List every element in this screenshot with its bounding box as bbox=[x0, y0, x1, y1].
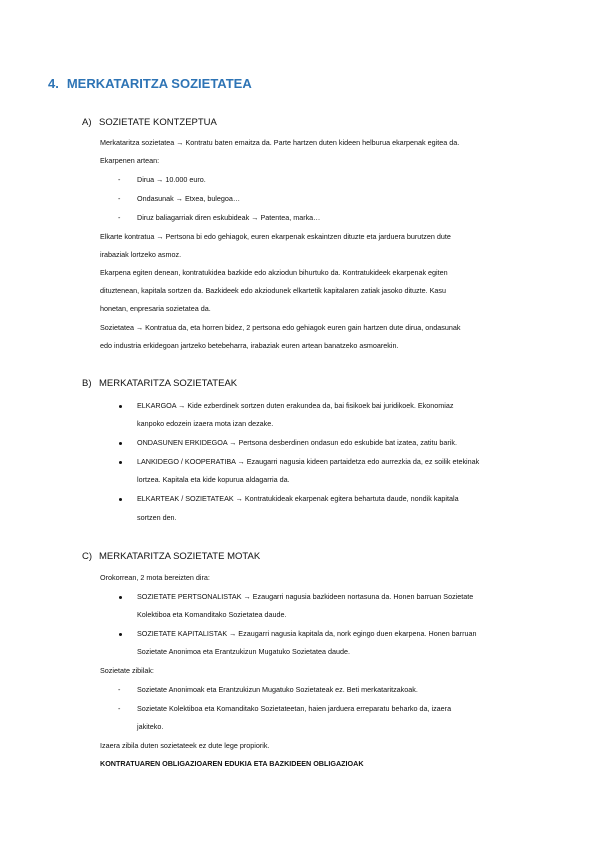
bullet-dot bbox=[119, 633, 122, 636]
list-item-line: SOZIETATE PERTSONALISTAK → Ezaugarri nagusia bazkideen nortasuna da. Honen barruan Sozietate bbox=[137, 592, 474, 601]
paragraph-ekarpenen-artean: Ekarpenen artean: bbox=[100, 156, 160, 165]
section-b-title: MERKATARITZA SOZIETATEAK bbox=[99, 378, 238, 389]
list-item-line: Sozietate Anonimoa eta Erantzukizun Mugatuko Sozietatea daude. bbox=[137, 647, 350, 656]
paragraph-merkataritza-sozietatea: Merkataritza sozietatea → Kontratu baten emaitza da. Parte hartzen duten kideen helburua ekarpenak egitea da. bbox=[100, 138, 460, 147]
paragraph-sozietatea-line: Sozietatea → Kontratua da, eta horren bidez, 2 pertsona edo gehiagok euren gain hartzen dute dirua, ondasunak bbox=[100, 323, 461, 332]
dash-marker: - bbox=[118, 175, 121, 184]
section-c-title: MERKATARITZA SOZIETATE MOTAK bbox=[99, 551, 261, 562]
paragraph-ekarpena-line: honetan, enpresaria sozietatea da. bbox=[100, 304, 211, 313]
dash-marker: - bbox=[118, 685, 121, 694]
section-b-heading bbox=[82, 378, 237, 389]
title-text: MERKATARITZA SOZIETATEA bbox=[66, 76, 252, 91]
list-item-line: Kolektiboa eta Komanditako Sozietatea daude. bbox=[137, 610, 287, 619]
list-item-line: ELKARTEAK / SOZIETATEAK → Kontratukideak ekarpenak egitera behartuta daude, nondik kapitala bbox=[137, 494, 459, 503]
paragraph-zibil-label: Sozietate zibilak: bbox=[100, 666, 154, 675]
bullet-dot bbox=[119, 442, 122, 445]
list-item-line: kanpoko edozein izaera mota izan dezake. bbox=[137, 419, 274, 428]
list-item: Ondasunak → Etxea, bulegoa… bbox=[137, 194, 241, 203]
list-item-line: ELKARGOA → Kide ezberdinek sortzen duten erakundea da, bai fisikoek bai juridikoek. Ekonomiaz bbox=[137, 401, 454, 410]
list-item: Diruz baliagarriak diren eskubideak → Patentea, marka… bbox=[137, 213, 321, 222]
paragraph-elkarte-line: irabaziak lortzeko asmoz. bbox=[100, 250, 182, 259]
dash-marker: - bbox=[118, 704, 121, 713]
paragraph-izaera: Izaera zibila duten sozietateek ez dute lege propiorik. bbox=[100, 741, 270, 750]
paragraph-intro: Orokorrean, 2 mota bereizten dira: bbox=[100, 573, 210, 582]
list-item-line: SOZIETATE KAPITALISTAK → Ezaugarri nagusia kapitala da, nork egingo duen ekarpena. Honen barruan bbox=[137, 629, 477, 638]
section-b-letter: B) bbox=[82, 378, 92, 389]
section-c-heading bbox=[82, 551, 260, 562]
list-item-line: Sozietate Kolektiboa eta Komanditako Sozietateetan, haien jarduera erreparatu beharko da, izaera bbox=[137, 704, 452, 713]
title-number: 4. bbox=[48, 76, 59, 91]
bullet-dot bbox=[119, 596, 122, 599]
dash-marker: - bbox=[118, 213, 121, 222]
list-item-line: jakiteko. bbox=[137, 722, 164, 731]
dash-marker: - bbox=[118, 194, 121, 203]
list-item-line: Sozietate Anonimoak eta Erantzukizun Mugatuko Sozietateak ez. Beti merkataritzakoak. bbox=[137, 685, 418, 694]
list-item-line: lortzea. Kapitala eta kide kopurua aldagarria da. bbox=[137, 475, 290, 484]
list-item-line: sortzen den. bbox=[137, 513, 177, 522]
section-c-letter: C) bbox=[82, 551, 93, 562]
list-item-line: LANKIDEGO / KOOPERATIBA → Ezaugarri nagusia kideen partaidetza edo aurrezkia da, ez soilik etekinak bbox=[137, 457, 480, 466]
bullet-dot bbox=[119, 498, 122, 501]
bullet-dot bbox=[119, 461, 122, 464]
paragraph-elkarte-line: Elkarte kontratua → Pertsona bi edo gehiagok, euren ekarpenak eskaintzen dituzte eta jarduera burutzen dute bbox=[100, 232, 451, 241]
list-item-line: ONDASUNEN ERKIDEGOA → Pertsona desberdinen ondasun edo eskubide bat izatea, zatitu barik. bbox=[137, 438, 458, 447]
paragraph-ekarpena-line: dituztenean, kapitala sortzen da. Bazkideek edo akziodunek elkartetik kapitalaren zatiak jasoko dituzte. Kasu bbox=[100, 286, 447, 295]
bullet-dot bbox=[119, 405, 122, 408]
page-title bbox=[48, 76, 252, 91]
closing-heading: KONTRATUAREN OBLIGAZIOAREN EDUKIA ETA BAZKIDEEN OBLIGAZIOAK bbox=[100, 759, 364, 768]
section-a-title: SOZIETATE KONTZEPTUA bbox=[99, 117, 217, 128]
section-a-letter: A) bbox=[82, 117, 92, 128]
paragraph-ekarpena-line: Ekarpena egiten denean, kontratukidea bazkide edo akziodun bihurtuko da. Kontratukideek ekarpenak egiten bbox=[100, 268, 448, 277]
paragraph-sozietatea-line: edo industria erkidegoan jartzeko betebeharra, irabaziak euren artean banatzeko asmoarekin. bbox=[100, 341, 399, 350]
section-a-heading bbox=[82, 117, 217, 128]
list-item: Dirua → 10.000 euro. bbox=[137, 175, 206, 184]
